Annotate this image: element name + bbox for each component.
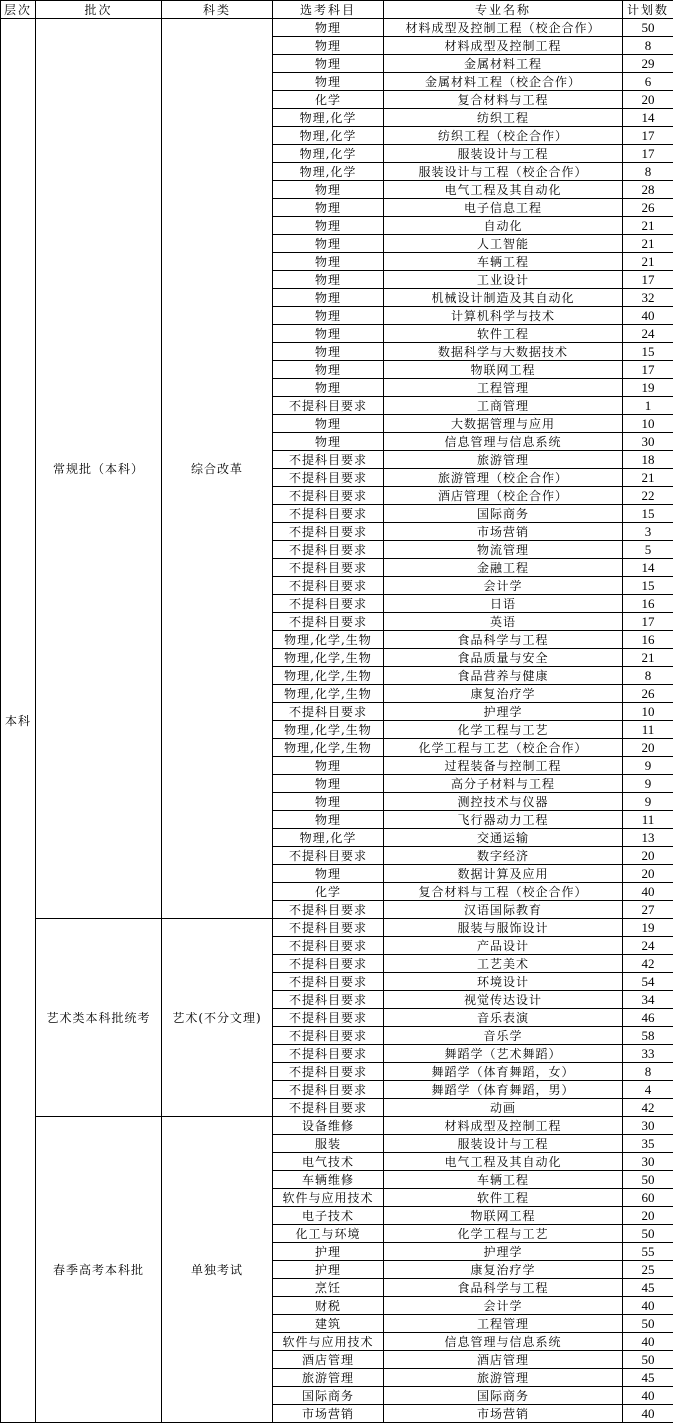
major-cell: 舞蹈学（体育舞蹈，女） [384, 1063, 623, 1081]
major-cell: 旅游管理（校企合作） [384, 469, 623, 487]
plan-count-cell: 30 [623, 433, 673, 451]
subjects-cell: 物理 [273, 865, 384, 883]
plan-count-cell: 45 [623, 1279, 673, 1297]
subjects-cell: 不提科目要求 [273, 1063, 384, 1081]
plan-count-cell: 58 [623, 1027, 673, 1045]
major-cell: 市场营销 [384, 1405, 623, 1423]
subjects-cell: 不提科目要求 [273, 901, 384, 919]
subjects-cell: 物理 [273, 271, 384, 289]
category-cell: 艺术(不分文理) [162, 919, 273, 1117]
header-level: 层次 [1, 1, 36, 19]
subjects-cell: 化学 [273, 91, 384, 109]
major-cell: 服装与服饰设计 [384, 919, 623, 937]
subjects-cell: 物理 [273, 793, 384, 811]
plan-count-cell: 8 [623, 163, 673, 181]
plan-count-cell: 9 [623, 757, 673, 775]
plan-count-cell: 30 [623, 1153, 673, 1171]
subjects-cell: 物理 [273, 343, 384, 361]
major-cell: 交通运输 [384, 829, 623, 847]
major-cell: 工商管理 [384, 397, 623, 415]
plan-count-cell: 19 [623, 919, 673, 937]
major-cell: 纺织工程（校企合作） [384, 127, 623, 145]
plan-count-cell: 29 [623, 55, 673, 73]
subjects-cell: 不提科目要求 [273, 847, 384, 865]
subjects-cell: 物理 [273, 361, 384, 379]
major-cell: 动画 [384, 1099, 623, 1117]
subjects-cell: 酒店管理 [273, 1351, 384, 1369]
major-cell: 食品质量与安全 [384, 649, 623, 667]
plan-count-cell: 21 [623, 469, 673, 487]
subjects-cell: 物理 [273, 73, 384, 91]
header-category: 科类 [162, 1, 273, 19]
plan-count-cell: 55 [623, 1243, 673, 1261]
subjects-cell: 服装 [273, 1135, 384, 1153]
major-cell: 材料成型及控制工程（校企合作） [384, 19, 623, 37]
subjects-cell: 不提科目要求 [273, 577, 384, 595]
major-cell: 化学工程与工艺 [384, 721, 623, 739]
subjects-cell: 护理 [273, 1261, 384, 1279]
plan-count-cell: 40 [623, 883, 673, 901]
subjects-cell: 不提科目要求 [273, 1009, 384, 1027]
plan-count-cell: 21 [623, 649, 673, 667]
major-cell: 纺织工程 [384, 109, 623, 127]
plan-count-cell: 8 [623, 1063, 673, 1081]
plan-count-cell: 9 [623, 775, 673, 793]
plan-count-cell: 14 [623, 559, 673, 577]
plan-count-cell: 27 [623, 901, 673, 919]
subjects-cell: 物理,化学,生物 [273, 667, 384, 685]
major-cell: 食品科学与工程 [384, 1279, 623, 1297]
major-cell: 产品设计 [384, 937, 623, 955]
major-cell: 材料成型及控制工程 [384, 1117, 623, 1135]
plan-count-cell: 24 [623, 937, 673, 955]
subjects-cell: 物理 [273, 757, 384, 775]
major-cell: 国际商务 [384, 505, 623, 523]
plan-count-cell: 50 [623, 1171, 673, 1189]
subjects-cell: 物理,化学 [273, 163, 384, 181]
subjects-cell: 物理 [273, 217, 384, 235]
subjects-cell: 物理 [273, 433, 384, 451]
major-cell: 护理学 [384, 703, 623, 721]
subjects-cell: 物理 [273, 253, 384, 271]
major-cell: 化学工程与工艺 [384, 1225, 623, 1243]
subjects-cell: 物理,化学,生物 [273, 685, 384, 703]
plan-count-cell: 11 [623, 721, 673, 739]
subjects-cell: 不提科目要求 [273, 991, 384, 1009]
major-cell: 飞行器动力工程 [384, 811, 623, 829]
subjects-cell: 不提科目要求 [273, 1099, 384, 1117]
subjects-cell: 设备维修 [273, 1117, 384, 1135]
major-cell: 计算机科学与技术 [384, 307, 623, 325]
plan-count-cell: 33 [623, 1045, 673, 1063]
category-cell: 综合改革 [162, 19, 273, 919]
major-cell: 服装设计与工程 [384, 1135, 623, 1153]
header-major: 专业名称 [384, 1, 623, 19]
plan-count-cell: 15 [623, 505, 673, 523]
subjects-cell: 不提科目要求 [273, 559, 384, 577]
major-cell: 大数据管理与应用 [384, 415, 623, 433]
batch-cell: 春季高考本科批 [36, 1117, 162, 1423]
plan-count-cell: 21 [623, 235, 673, 253]
subjects-cell: 不提科目要求 [273, 505, 384, 523]
major-cell: 会计学 [384, 1297, 623, 1315]
plan-count-cell: 34 [623, 991, 673, 1009]
plan-count-cell: 8 [623, 667, 673, 685]
major-cell: 护理学 [384, 1243, 623, 1261]
header-subjects: 选考科目 [273, 1, 384, 19]
major-cell: 物联网工程 [384, 1207, 623, 1225]
subjects-cell: 不提科目要求 [273, 541, 384, 559]
major-cell: 软件工程 [384, 1189, 623, 1207]
plan-count-cell: 32 [623, 289, 673, 307]
major-cell: 服装设计与工程 [384, 145, 623, 163]
plan-count-cell: 26 [623, 685, 673, 703]
subjects-cell: 不提科目要求 [273, 613, 384, 631]
major-cell: 物流管理 [384, 541, 623, 559]
major-cell: 数据计算及应用 [384, 865, 623, 883]
major-cell: 酒店管理 [384, 1351, 623, 1369]
plan-count-cell: 16 [623, 631, 673, 649]
plan-count-cell: 4 [623, 1081, 673, 1099]
major-cell: 环境设计 [384, 973, 623, 991]
major-cell: 软件工程 [384, 325, 623, 343]
batch-cell: 艺术类本科批统考 [36, 919, 162, 1117]
plan-count-cell: 17 [623, 613, 673, 631]
subjects-cell: 国际商务 [273, 1387, 384, 1405]
plan-count-cell: 9 [623, 793, 673, 811]
subjects-cell: 电子技术 [273, 1207, 384, 1225]
subjects-cell: 物理 [273, 199, 384, 217]
major-cell: 音乐表演 [384, 1009, 623, 1027]
subjects-cell: 物理,化学 [273, 829, 384, 847]
plan-count-cell: 24 [623, 325, 673, 343]
major-cell: 过程装备与控制工程 [384, 757, 623, 775]
header-row [1, 1, 673, 19]
plan-count-cell: 20 [623, 847, 673, 865]
plan-count-cell: 13 [623, 829, 673, 847]
major-cell: 材料成型及控制工程 [384, 37, 623, 55]
plan-count-cell: 21 [623, 217, 673, 235]
subjects-cell: 不提科目要求 [273, 595, 384, 613]
subjects-cell: 物理,化学 [273, 109, 384, 127]
subjects-cell: 财税 [273, 1297, 384, 1315]
plan-count-cell: 60 [623, 1189, 673, 1207]
subjects-cell: 物理 [273, 235, 384, 253]
plan-count-cell: 10 [623, 415, 673, 433]
plan-count-cell: 14 [623, 109, 673, 127]
major-cell: 工艺美术 [384, 955, 623, 973]
plan-count-cell: 15 [623, 577, 673, 595]
subjects-cell: 市场营销 [273, 1405, 384, 1423]
subjects-cell: 物理,化学,生物 [273, 649, 384, 667]
subjects-cell: 不提科目要求 [273, 487, 384, 505]
subjects-cell: 不提科目要求 [273, 397, 384, 415]
plan-count-cell: 45 [623, 1369, 673, 1387]
major-cell: 舞蹈学（艺术舞蹈） [384, 1045, 623, 1063]
major-cell: 金融工程 [384, 559, 623, 577]
plan-count-cell: 42 [623, 1099, 673, 1117]
major-cell: 服装设计与工程（校企合作） [384, 163, 623, 181]
major-cell: 数字经济 [384, 847, 623, 865]
plan-count-cell: 42 [623, 955, 673, 973]
plan-count-cell: 20 [623, 865, 673, 883]
major-cell: 康复治疗学 [384, 685, 623, 703]
subjects-cell: 不提科目要求 [273, 955, 384, 973]
subjects-cell: 物理,化学,生物 [273, 631, 384, 649]
major-cell: 工程管理 [384, 379, 623, 397]
major-cell: 康复治疗学 [384, 1261, 623, 1279]
major-cell: 物联网工程 [384, 361, 623, 379]
plan-count-cell: 50 [623, 19, 673, 37]
plan-count-cell: 19 [623, 379, 673, 397]
subjects-cell: 物理 [273, 775, 384, 793]
plan-count-cell: 30 [623, 1117, 673, 1135]
subjects-cell: 物理 [273, 55, 384, 73]
table-row [1, 1117, 673, 1135]
header-batch: 批次 [36, 1, 162, 19]
major-cell: 机械设计制造及其自动化 [384, 289, 623, 307]
major-cell: 复合材料与工程（校企合作） [384, 883, 623, 901]
plan-count-cell: 17 [623, 127, 673, 145]
subjects-cell: 化学 [273, 883, 384, 901]
subjects-cell: 建筑 [273, 1315, 384, 1333]
plan-count-cell: 40 [623, 1333, 673, 1351]
major-cell: 化学工程与工艺（校企合作） [384, 739, 623, 757]
major-cell: 食品科学与工程 [384, 631, 623, 649]
major-cell: 工程管理 [384, 1315, 623, 1333]
subjects-cell: 软件与应用技术 [273, 1333, 384, 1351]
major-cell: 信息管理与信息系统 [384, 433, 623, 451]
major-cell: 信息管理与信息系统 [384, 1333, 623, 1351]
plan-count-cell: 50 [623, 1351, 673, 1369]
major-cell: 车辆工程 [384, 253, 623, 271]
plan-count-cell: 18 [623, 451, 673, 469]
subjects-cell: 物理,化学,生物 [273, 739, 384, 757]
subjects-cell: 护理 [273, 1243, 384, 1261]
plan-count-cell: 16 [623, 595, 673, 613]
subjects-cell: 旅游管理 [273, 1369, 384, 1387]
plan-count-cell: 10 [623, 703, 673, 721]
plan-count-cell: 21 [623, 253, 673, 271]
major-cell: 日语 [384, 595, 623, 613]
major-cell: 金属材料工程 [384, 55, 623, 73]
subjects-cell: 不提科目要求 [273, 703, 384, 721]
major-cell: 音乐学 [384, 1027, 623, 1045]
plan-count-cell: 5 [623, 541, 673, 559]
subjects-cell: 物理,化学,生物 [273, 721, 384, 739]
subjects-cell: 物理,化学 [273, 145, 384, 163]
category-cell: 单独考试 [162, 1117, 273, 1423]
major-cell: 电子信息工程 [384, 199, 623, 217]
major-cell: 舞蹈学（体育舞蹈，男） [384, 1081, 623, 1099]
subjects-cell: 不提科目要求 [273, 919, 384, 937]
subjects-cell: 车辆维修 [273, 1171, 384, 1189]
major-cell: 会计学 [384, 577, 623, 595]
plan-count-cell: 46 [623, 1009, 673, 1027]
table-row [1, 919, 673, 937]
major-cell: 市场营销 [384, 523, 623, 541]
major-cell: 旅游管理 [384, 1369, 623, 1387]
batch-cell: 常规批（本科） [36, 19, 162, 919]
subjects-cell: 物理 [273, 289, 384, 307]
subjects-cell: 不提科目要求 [273, 1027, 384, 1045]
table-row [1, 19, 673, 37]
plan-count-cell: 40 [623, 1387, 673, 1405]
plan-count-cell: 40 [623, 1405, 673, 1423]
major-cell: 视觉传达设计 [384, 991, 623, 1009]
plan-count-cell: 35 [623, 1135, 673, 1153]
subjects-cell: 物理 [273, 379, 384, 397]
plan-count-cell: 17 [623, 361, 673, 379]
subjects-cell: 物理 [273, 811, 384, 829]
plan-count-cell: 26 [623, 199, 673, 217]
subjects-cell: 软件与应用技术 [273, 1189, 384, 1207]
subjects-cell: 不提科目要求 [273, 1045, 384, 1063]
major-cell: 旅游管理 [384, 451, 623, 469]
header-plan-count: 计划数 [623, 1, 673, 19]
subjects-cell: 不提科目要求 [273, 451, 384, 469]
plan-count-cell: 3 [623, 523, 673, 541]
subjects-cell: 物理,化学 [273, 127, 384, 145]
subjects-cell: 不提科目要求 [273, 973, 384, 991]
major-cell: 电气工程及其自动化 [384, 181, 623, 199]
plan-count-cell: 22 [623, 487, 673, 505]
plan-count-cell: 17 [623, 271, 673, 289]
major-cell: 金属材料工程（校企合作） [384, 73, 623, 91]
subjects-cell: 物理 [273, 181, 384, 199]
subjects-cell: 物理 [273, 37, 384, 55]
major-cell: 高分子材料与工程 [384, 775, 623, 793]
plan-count-cell: 40 [623, 1297, 673, 1315]
plan-count-cell: 17 [623, 145, 673, 163]
major-cell: 国际商务 [384, 1387, 623, 1405]
subjects-cell: 烹饪 [273, 1279, 384, 1297]
plan-count-cell: 6 [623, 73, 673, 91]
plan-count-cell: 8 [623, 37, 673, 55]
plan-count-cell: 1 [623, 397, 673, 415]
subjects-cell: 不提科目要求 [273, 937, 384, 955]
major-cell: 车辆工程 [384, 1171, 623, 1189]
subjects-cell: 物理 [273, 307, 384, 325]
major-cell: 自动化 [384, 217, 623, 235]
major-cell: 复合材料与工程 [384, 91, 623, 109]
subjects-cell: 不提科目要求 [273, 1081, 384, 1099]
major-cell: 汉语国际教育 [384, 901, 623, 919]
plan-count-cell: 50 [623, 1315, 673, 1333]
table-body [1, 19, 673, 1423]
major-cell: 食品营养与健康 [384, 667, 623, 685]
major-cell: 数据科学与大数据技术 [384, 343, 623, 361]
plan-count-cell: 20 [623, 739, 673, 757]
major-cell: 英语 [384, 613, 623, 631]
plan-count-cell: 20 [623, 91, 673, 109]
major-cell: 酒店管理（校企合作） [384, 487, 623, 505]
plan-count-cell: 28 [623, 181, 673, 199]
plan-count-cell: 20 [623, 1207, 673, 1225]
plan-count-cell: 25 [623, 1261, 673, 1279]
plan-count-cell: 11 [623, 811, 673, 829]
subjects-cell: 物理 [273, 19, 384, 37]
plan-count-cell: 40 [623, 307, 673, 325]
plan-count-cell: 54 [623, 973, 673, 991]
subjects-cell: 物理 [273, 325, 384, 343]
major-cell: 人工智能 [384, 235, 623, 253]
subjects-cell: 物理 [273, 415, 384, 433]
subjects-cell: 不提科目要求 [273, 523, 384, 541]
plan-count-cell: 50 [623, 1225, 673, 1243]
major-cell: 测控技术与仪器 [384, 793, 623, 811]
subjects-cell: 化工与环境 [273, 1225, 384, 1243]
subjects-cell: 不提科目要求 [273, 469, 384, 487]
plan-count-cell: 15 [623, 343, 673, 361]
major-cell: 工业设计 [384, 271, 623, 289]
major-cell: 电气工程及其自动化 [384, 1153, 623, 1171]
level-cell: 本科 [1, 19, 36, 1423]
subjects-cell: 电气技术 [273, 1153, 384, 1171]
